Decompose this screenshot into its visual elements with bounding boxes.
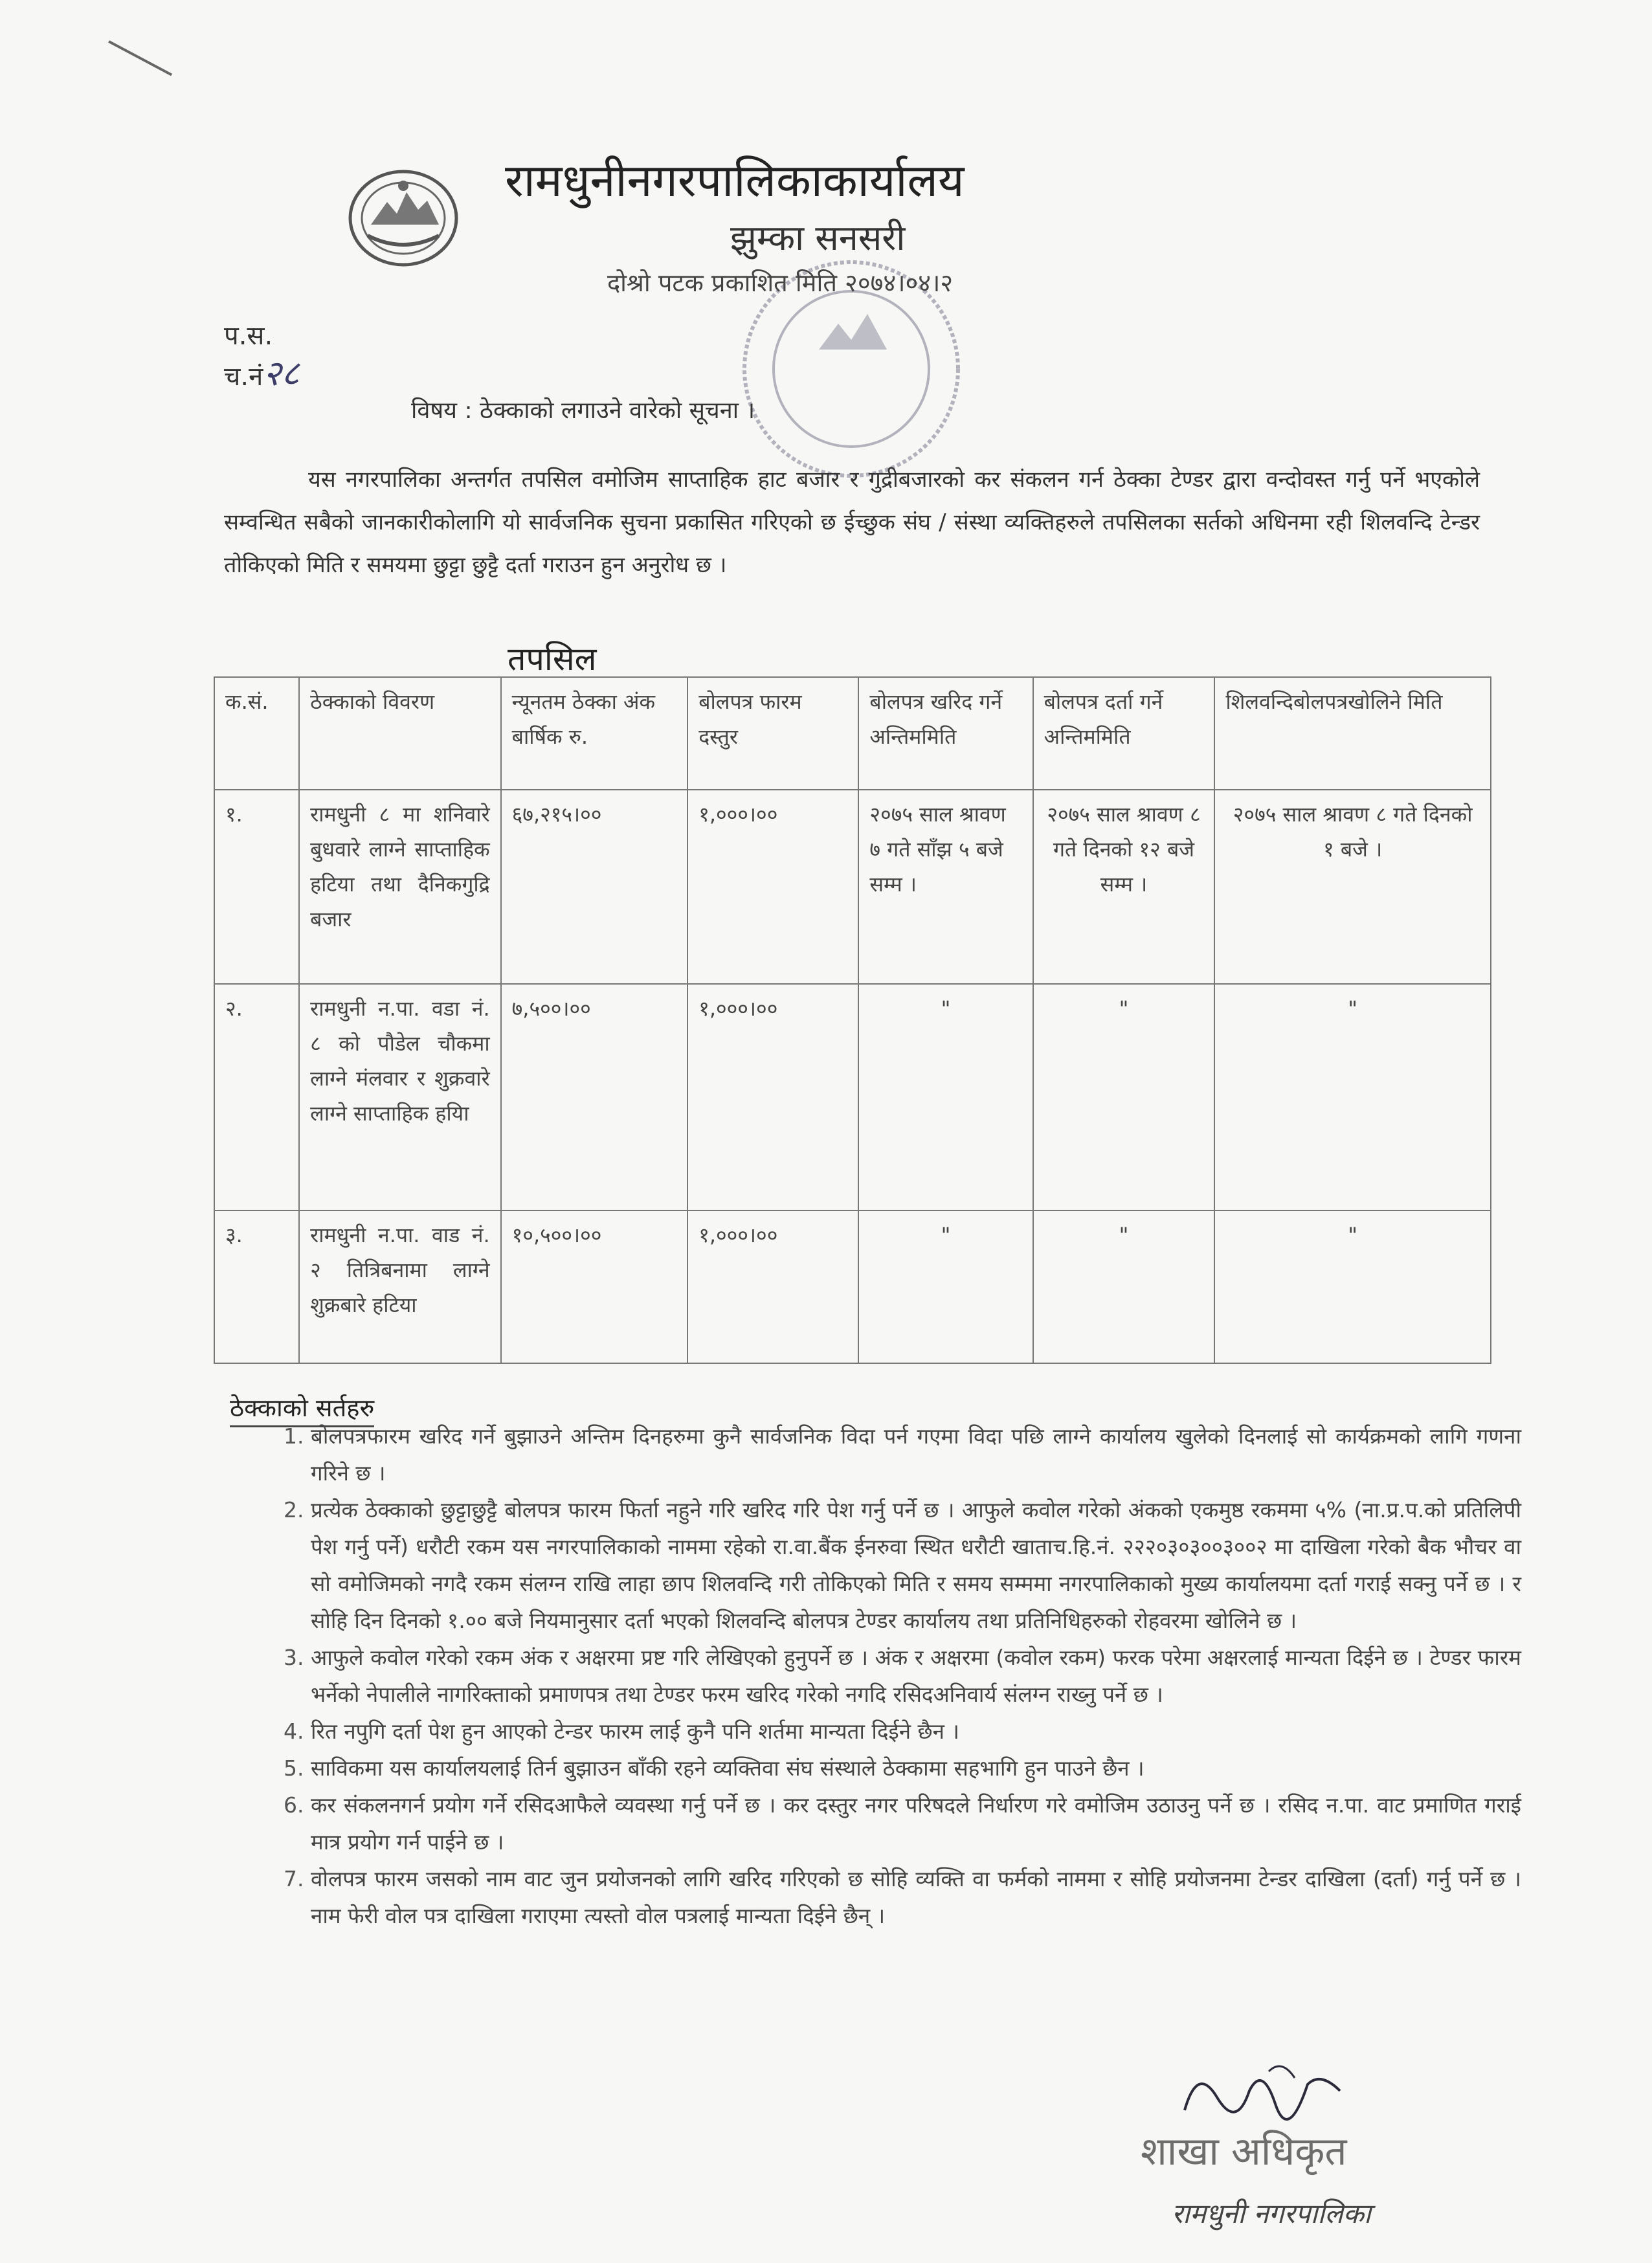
- cell-purchase-deadline: २०७५ साल श्रावण ७ गते साँझ ५ बजे सम्म ।: [858, 790, 1032, 984]
- cell-form-fee: १,०००।००: [687, 1210, 858, 1363]
- cell-registration-deadline: ": [1033, 1210, 1215, 1363]
- cell-registration-deadline: ": [1033, 984, 1215, 1210]
- cell-min-amount: १०,५००।००: [501, 1210, 688, 1363]
- cell-min-amount: ६७,२१५।००: [501, 790, 688, 984]
- condition-item: 2. प्रत्येक ठेक्काको छुट्टाछुट्टै बोलपत्र फारम फिर्ता नहुने गरि खरिद गरि पेश गर्नु पर्ने छ । आफुले कवोल गरेको अंकको एकमुष्ठ रकममा ५% (ना.प्र.प.को प्रतिलिपी पेश गर्नु पर्ने) धरौटी रकम यस नगरपालिकाको नाममा रहेको रा.वा.बैंक ईनरुवा स्थित धरौटी खाताच.हि.नं. २२२०३०३००३००२ मा दाखिला गरेको बैक भौचर वा सो वमोजिमको नगदै रकम संलग्न राखि लाहा छाप शिलवन्दि गरी तोकिएको मिति र समय सम्ममा नगरपालिकाको मुख्य कार्यालयमा दर्ता गराई सक्नु पर्ने छ । र सोहि दिन दिनको १.०० बजे नियमानुसार दर्ता भएको शिलवन्दि बोलपत्र टेण्डर कार्यालय तथा प्रतिनिधिहरुको रोहवरमा खोलिने छ ।: [311, 1491, 1521, 1639]
- tender-table: [214, 676, 1491, 1364]
- cell-registration-deadline: २०७५ साल श्रावण ८ गते दिनको १२ बजे सम्म ।: [1033, 790, 1215, 984]
- officer-signature: [1172, 2052, 1353, 2130]
- col-header-form-fee: बोलपत्र फारम दस्तुर: [687, 677, 858, 790]
- table-row: [214, 984, 1491, 1210]
- col-header-opening-date: शिलवन्दिबोलपत्रखोलिने मिति: [1214, 677, 1491, 790]
- col-header-sn: क.सं.: [214, 677, 299, 790]
- condition-item: 1. बोलपत्रफारम खरिद गर्ने बुझाउने अन्तिम दिनहरुमा कुनै सार्वजनिक विदा पर्न गएमा विदा पछि लाग्ने कार्यालय खुलेको दिनलाई सो कार्यक्रमको लागि गणना गरिने छ ।: [311, 1418, 1521, 1491]
- cell-min-amount: ७,५००।००: [501, 984, 688, 1210]
- condition-item: 4. रित नपुगि दर्ता पेश हुन आएको टेन्डर फारम लाई कुनै पनि शर्तमा मान्यता दिईने छैन ।: [311, 1713, 1521, 1750]
- scan-mark: [108, 40, 172, 76]
- office-title: रामधुनीनगरपालिकाकार्यालय: [505, 154, 965, 207]
- municipality-name: रामधुनी नगरपालिका: [1172, 2198, 1371, 2229]
- table-heading: तपसिल: [508, 640, 597, 678]
- officer-title: शाखा अधिकृत: [1141, 2129, 1347, 2174]
- subject-line: विषय : ठेक्काको लगाउने वारेको सूचना ।: [411, 397, 755, 424]
- cell-sn: ३.: [214, 1210, 299, 1363]
- cell-description: रामधुनी न.पा. वाड नं. २ तित्रिबनामा लाग्ने शुक्रबारे हटिया: [299, 1210, 501, 1363]
- table-row: [214, 790, 1491, 984]
- chn-number: २८: [263, 353, 300, 394]
- intro-paragraph: यस नगरपालिका अन्तर्गत तपसिल वमोजिम साप्ताहिक हाट बजार र गुद्रीबजारको कर संकलन गर्न ठेक्का टेण्डर द्वारा वन्दोवस्त गर्नु पर्ने भएकोले सम्वन्धित सबैको जानकारीकोलागि यो सार्वजनिक सुचना प्रकासित गरिएको छ ईच्छुक संघ / संस्था व्यक्तिहरुले तपसिलका सर्तको अधिनमा रही शिलवन्दि टेन्डर तोकिएको मिति र समयमा छुट्टा छुट्टै दर्ता गराउन हुन अनुरोध छ ।: [224, 467, 1480, 578]
- chn-line: [224, 355, 300, 396]
- office-location: झुम्का सनसरी: [730, 217, 906, 258]
- condition-item: 6. कर संकलनगर्न प्रयोग गर्ने रसिदआफैले व्यवस्था गर्नु पर्ने छ । कर दस्तुर नगर परिषदले निर्धारण गरे वमोजिम उठाउनु पर्ने छ । रसिद न.पा. वाट प्रमाणित गराई मात्र प्रयोग गर्न पाईने छ ।: [311, 1787, 1521, 1860]
- conditions-heading: ठेक्काको सर्तहरु: [230, 1390, 374, 1427]
- cell-description: रामधुनी न.पा. वडा नं. ८ को पौडेल चौकमा लाग्ने मंलवार र शुक्रवारे लाग्ने साप्ताहिक हयिा: [299, 984, 501, 1210]
- cell-sn: २.: [214, 984, 299, 1210]
- government-emblem-icon: [342, 163, 465, 273]
- chn-label: च.नं: [224, 362, 263, 392]
- cell-purchase-deadline: ": [858, 1210, 1032, 1363]
- cell-description: रामधुनी ८ मा शनिवारे बुधवारे लाग्ने साप्ताहिक हटिया तथा दैनिकगुद्रि बजार: [299, 790, 501, 984]
- table-row: [214, 1210, 1491, 1363]
- cell-form-fee: १,०००।००: [687, 984, 858, 1210]
- reference-block: [224, 317, 300, 396]
- col-header-registration-deadline: बोलपत्र दर्ता गर्ने अन्तिममिति: [1033, 677, 1215, 790]
- condition-item: 3. आफुले कवोल गरेको रकम अंक र अक्षरमा प्रष्ट गरि लेखिएको हुनुपर्ने छ । अंक र अक्षरमा (कवोल रकम) फरक परेमा अक्षरलाई मान्यता दिईने छ । टेण्डर फारम भर्नेको नेपालीले नागरिक्ताको प्रमाणपत्र तथा टेण्डर फरम खरिद गरेको नगदि रसिदअनिवार्य संलग्न राख्नु पर्ने छ ।: [311, 1639, 1521, 1713]
- condition-item: 7. वोलपत्र फारम जसको नाम वाट जुन प्रयोजनको लागि खरिद गरिएको छ सोहि व्यक्ति वा फर्मको नाममा र सोहि प्रयोजनमा टेन्डर दाखिला (दर्ता) गर्नु पर्ने छ । नाम फेरी वोल पत्र दाखिला गराएमा त्यस्तो वोल पत्रलाई मान्यता दिईने छैन् ।: [311, 1860, 1521, 1934]
- col-header-purchase-deadline: बोलपत्र खरिद गर्ने अन्तिममिति: [858, 677, 1032, 790]
- table-header-row: [214, 677, 1491, 790]
- cell-opening-date: २०७५ साल श्रावण ८ गते दिनको १ बजे ।: [1214, 790, 1491, 984]
- conditions-list: [278, 1418, 1521, 1934]
- condition-item: 5. साविकमा यस कार्यालयलाई तिर्न बुझाउन बाँकी रहने व्यक्तिवा संघ संस्थाले ठेक्कामा सहभागि हुन पाउने छैन ।: [311, 1750, 1521, 1787]
- publish-info: दोश्रो पटक प्रकाशित मिति २०७४।०४।२: [607, 269, 954, 297]
- col-header-description: ठेक्काको विवरण: [299, 677, 501, 790]
- cell-opening-date: ": [1214, 1210, 1491, 1363]
- cell-purchase-deadline: ": [858, 984, 1032, 1210]
- cell-sn: १.: [214, 790, 299, 984]
- col-header-min-amount: न्यूनतम ठेक्का अंक बार्षिक रु.: [501, 677, 688, 790]
- ps-label: प.स.: [224, 321, 273, 351]
- cell-form-fee: १,०००।००: [687, 790, 858, 984]
- cell-opening-date: ": [1214, 984, 1491, 1210]
